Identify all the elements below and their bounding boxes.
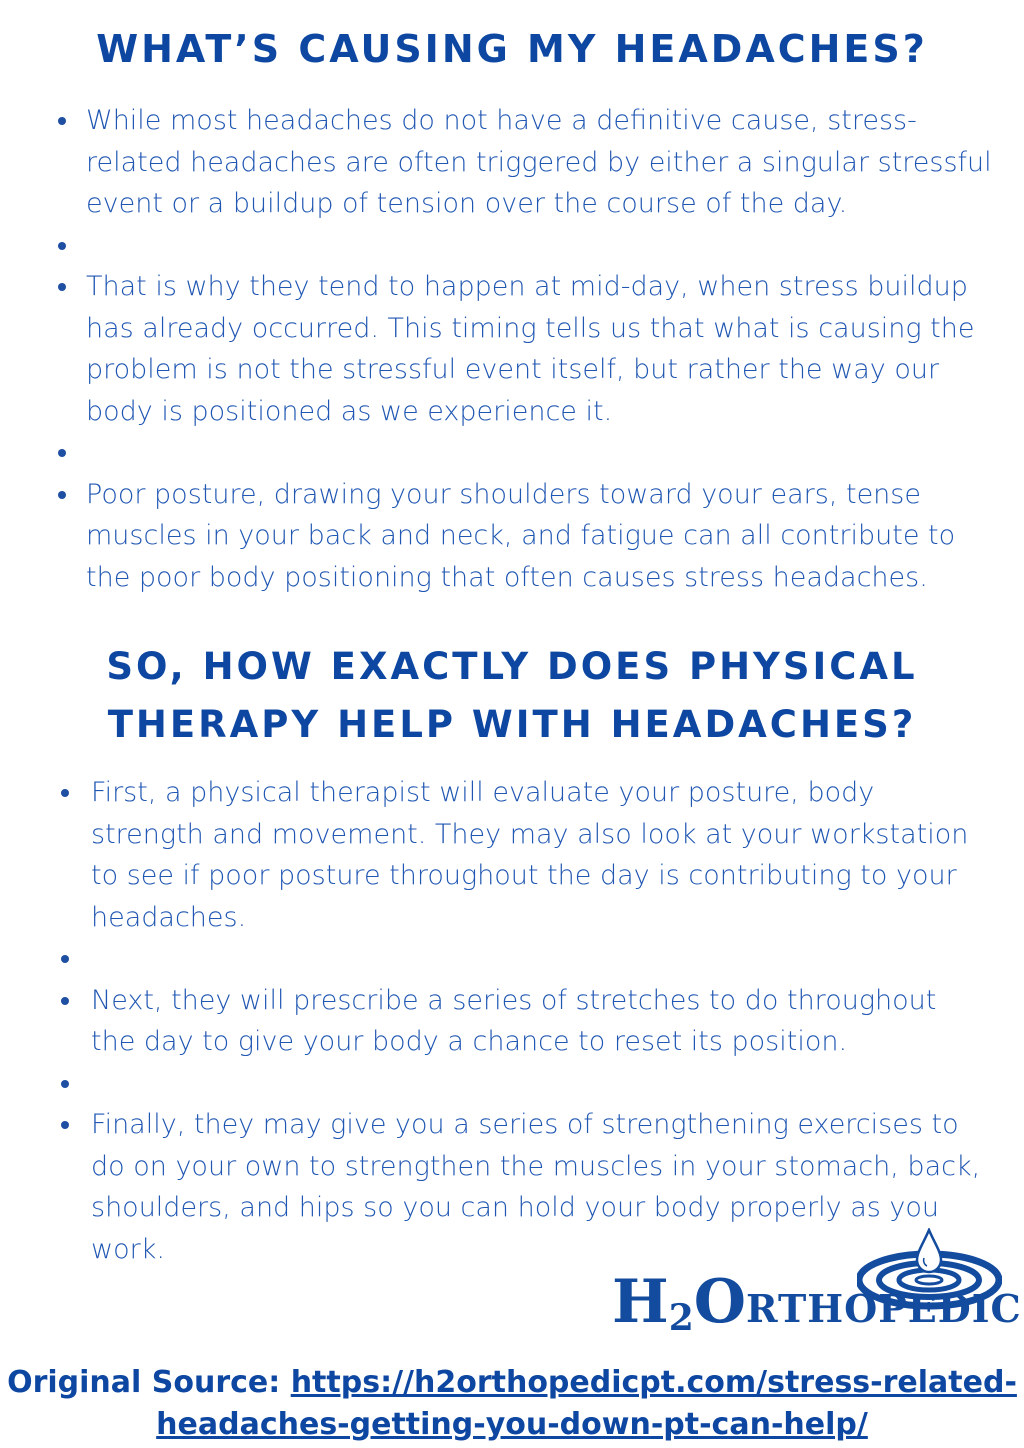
section1-heading: WHAT’S CAUSING MY HEADACHES? xyxy=(96,27,928,71)
list-item: First, a physical therapist will evaluate your posture, body strength and movement. They may also look at your workstation to see if poor posture throughout the day is contributing to your headaches. xyxy=(91,772,981,938)
section1-bullet-list xyxy=(86,100,1006,598)
list-item: Poor posture, drawing your shoulders toward your ears, tense muscles in your back and neck, and fatigue can all contribute to the poor body positioning that often causes stress headaches. xyxy=(86,474,1006,599)
logo-wordmark: H2ORTHOPEDIC xyxy=(612,1267,1022,1339)
list-item: Finally, they may give you a series of strengthening exercises to do on your own to strengthen the muscles in your stomach, back, shoulders, and hips so you can hold your body properly as you work. xyxy=(91,1104,981,1270)
original-source xyxy=(0,1362,1024,1446)
list-item: While most headaches do not have a definitive cause, stress-related headaches are often triggered by either a singular stressful event or a buildup of tension over the course of the day. xyxy=(86,100,1006,225)
h2orthopedic-logo xyxy=(612,1228,1022,1344)
section2-heading: SO, HOW EXACTLY DOES PHYSICAL THERAPY HELP WITH HEADACHES? xyxy=(106,645,918,746)
section2-bullet-list xyxy=(91,772,981,1270)
source-label: Original Source: xyxy=(7,1365,281,1400)
list-item: Next, they will prescribe a series of stretches to do throughout the day to give your body a chance to reset its position. xyxy=(91,980,981,1063)
list-item: That is why they tend to happen at mid-day, when stress buildup has already occurred. This timing tells us that what is causing the problem is not the stressful event itself, but rather the way our body is positioned as we experience it. xyxy=(86,266,1006,432)
source-link[interactable]: https://h2orthopedicpt.com/stress-related-headaches-getting-you-down-pt-can-help/ xyxy=(156,1365,1017,1442)
